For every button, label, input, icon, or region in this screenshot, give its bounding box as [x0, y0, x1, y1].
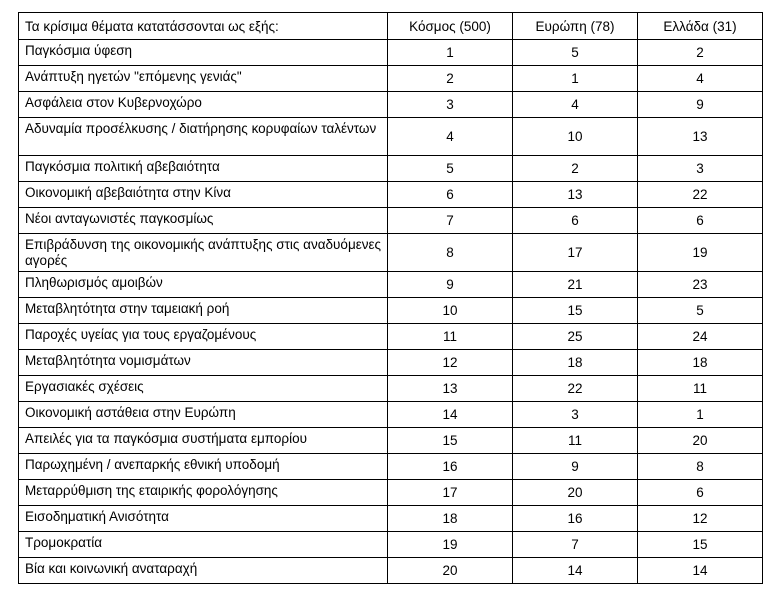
greece-rank-cell: 18 [638, 350, 763, 376]
table-row [19, 272, 763, 298]
issue-label-cell: Ανάπτυξη ηγετών "επόμενης γενιάς" [19, 66, 388, 92]
issue-label-cell: Επιβράδυνση της οικονομικής ανάπτυξης στις αναδυόμενες αγορές [19, 234, 388, 272]
greece-rank-cell: 13 [638, 118, 763, 156]
table-row [19, 402, 763, 428]
europe-rank-cell: 10 [513, 118, 638, 156]
issue-label-cell: Νέοι ανταγωνιστές παγκοσμίως [19, 208, 388, 234]
world-rank-cell: 14 [388, 402, 513, 428]
greece-rank-cell: 23 [638, 272, 763, 298]
issue-label-cell: Παρωχημένη / ανεπαρκής εθνική υποδομή [19, 454, 388, 480]
table-row [19, 428, 763, 454]
world-rank-cell: 5 [388, 156, 513, 182]
world-rank-cell: 4 [388, 118, 513, 156]
europe-rank-cell: 4 [513, 92, 638, 118]
world-rank-cell: 17 [388, 480, 513, 506]
issue-label-cell: Ασφάλεια στον Κυβερνοχώρο [19, 92, 388, 118]
world-rank-cell: 16 [388, 454, 513, 480]
world-rank-cell: 2 [388, 66, 513, 92]
issue-label-cell: Πληθωρισμός αμοιβών [19, 272, 388, 298]
critical-issues-ranking-table [18, 12, 763, 584]
table-row [19, 234, 763, 272]
table-row [19, 40, 763, 66]
greece-rank-cell: 19 [638, 234, 763, 272]
world-rank-cell: 12 [388, 350, 513, 376]
greece-rank-cell: 1 [638, 402, 763, 428]
issue-label-cell: Παγκόσμια ύφεση [19, 40, 388, 66]
world-rank-cell: 20 [388, 558, 513, 584]
world-rank-cell: 1 [388, 40, 513, 66]
issue-label-cell: Αδυναμία προσέλκυσης / διατήρησης κορυφαίων ταλέντων [19, 118, 388, 156]
table-row [19, 558, 763, 584]
world-rank-cell: 18 [388, 506, 513, 532]
header-europe-column: Ευρώπη (78) [513, 13, 638, 40]
world-rank-cell: 3 [388, 92, 513, 118]
world-rank-cell: 9 [388, 272, 513, 298]
table-row [19, 66, 763, 92]
europe-rank-cell: 11 [513, 428, 638, 454]
issue-label-cell: Οικονομική αστάθεια στην Ευρώπη [19, 402, 388, 428]
europe-rank-cell: 20 [513, 480, 638, 506]
issue-label-cell: Βία και κοινωνική αναταραχή [19, 558, 388, 584]
europe-rank-cell: 9 [513, 454, 638, 480]
europe-rank-cell: 17 [513, 234, 638, 272]
greece-rank-cell: 12 [638, 506, 763, 532]
issue-label-cell: Μεταβλητότητα στην ταμειακή ροή [19, 298, 388, 324]
table-row [19, 298, 763, 324]
europe-rank-cell: 5 [513, 40, 638, 66]
header-world-column: Κόσμος (500) [388, 13, 513, 40]
greece-rank-cell: 6 [638, 480, 763, 506]
world-rank-cell: 11 [388, 324, 513, 350]
europe-rank-cell: 3 [513, 402, 638, 428]
header-issues-label: Τα κρίσιμα θέματα κατατάσσονται ως εξής: [19, 13, 388, 40]
greece-rank-cell: 22 [638, 182, 763, 208]
europe-rank-cell: 6 [513, 208, 638, 234]
table-row [19, 156, 763, 182]
table-row [19, 376, 763, 402]
table-row [19, 324, 763, 350]
greece-rank-cell: 6 [638, 208, 763, 234]
world-rank-cell: 8 [388, 234, 513, 272]
world-rank-cell: 19 [388, 532, 513, 558]
table-row [19, 506, 763, 532]
table-row [19, 480, 763, 506]
issue-label-cell: Τρομοκρατία [19, 532, 388, 558]
greece-rank-cell: 3 [638, 156, 763, 182]
issue-label-cell: Απειλές για τα παγκόσμια συστήματα εμπορίου [19, 428, 388, 454]
europe-rank-cell: 21 [513, 272, 638, 298]
europe-rank-cell: 13 [513, 182, 638, 208]
europe-rank-cell: 1 [513, 66, 638, 92]
world-rank-cell: 13 [388, 376, 513, 402]
issue-label-cell: Εισοδηματική Ανισότητα [19, 506, 388, 532]
greece-rank-cell: 24 [638, 324, 763, 350]
issue-label-cell: Μεταρρύθμιση της εταιρικής φορολόγησης [19, 480, 388, 506]
issue-label-cell: Παροχές υγείας για τους εργαζομένους [19, 324, 388, 350]
greece-rank-cell: 15 [638, 532, 763, 558]
greece-rank-cell: 8 [638, 454, 763, 480]
greece-rank-cell: 5 [638, 298, 763, 324]
greece-rank-cell: 9 [638, 92, 763, 118]
europe-rank-cell: 22 [513, 376, 638, 402]
issue-label-cell: Μεταβλητότητα νομισμάτων [19, 350, 388, 376]
header-greece-column: Ελλάδα (31) [638, 13, 763, 40]
world-rank-cell: 10 [388, 298, 513, 324]
table-row [19, 92, 763, 118]
world-rank-cell: 15 [388, 428, 513, 454]
greece-rank-cell: 11 [638, 376, 763, 402]
issue-label-cell: Οικονομική αβεβαιότητα στην Κίνα [19, 182, 388, 208]
europe-rank-cell: 18 [513, 350, 638, 376]
europe-rank-cell: 16 [513, 506, 638, 532]
greece-rank-cell: 20 [638, 428, 763, 454]
europe-rank-cell: 25 [513, 324, 638, 350]
greece-rank-cell: 14 [638, 558, 763, 584]
ranking-table-container [18, 12, 763, 584]
table-header-row [19, 13, 763, 40]
world-rank-cell: 7 [388, 208, 513, 234]
greece-rank-cell: 4 [638, 66, 763, 92]
europe-rank-cell: 15 [513, 298, 638, 324]
issue-label-cell: Εργασιακές σχέσεις [19, 376, 388, 402]
europe-rank-cell: 14 [513, 558, 638, 584]
europe-rank-cell: 2 [513, 156, 638, 182]
europe-rank-cell: 7 [513, 532, 638, 558]
world-rank-cell: 6 [388, 182, 513, 208]
greece-rank-cell: 2 [638, 40, 763, 66]
table-row [19, 454, 763, 480]
table-row [19, 208, 763, 234]
table-row [19, 350, 763, 376]
issue-label-cell: Παγκόσμια πολιτική αβεβαιότητα [19, 156, 388, 182]
table-row [19, 118, 763, 156]
table-row [19, 532, 763, 558]
table-row [19, 182, 763, 208]
